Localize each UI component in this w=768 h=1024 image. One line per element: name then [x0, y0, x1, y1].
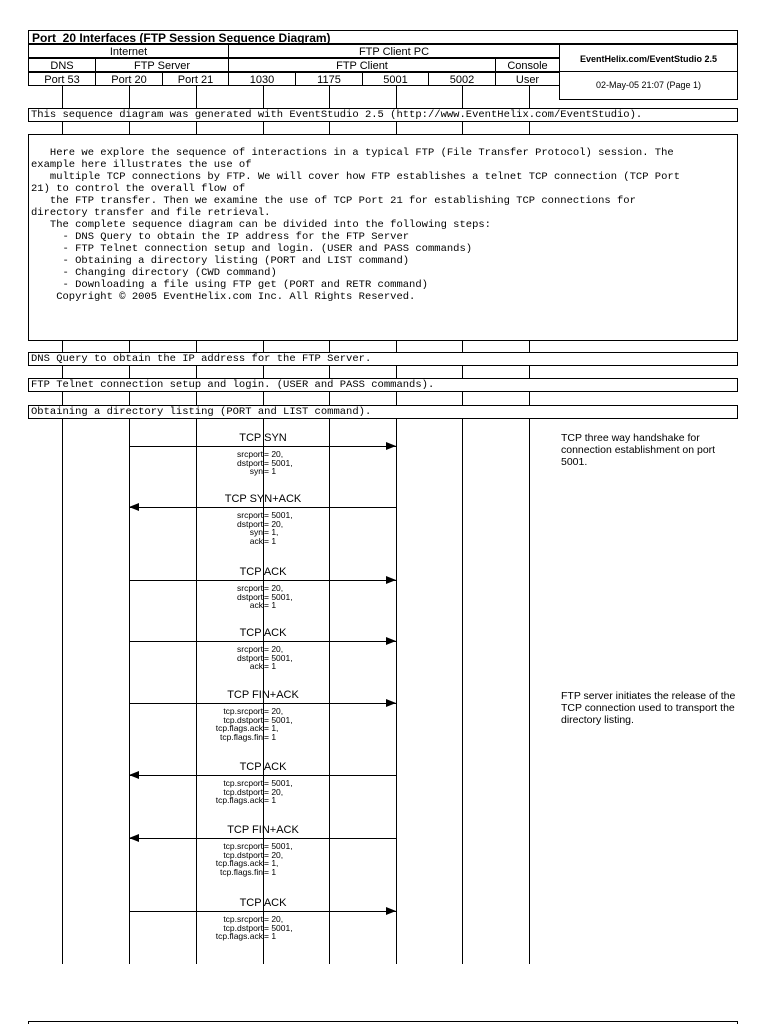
param-value: = 1 — [264, 931, 277, 941]
brand-label: EventHelix.com/EventStudio 2.5 — [559, 44, 738, 72]
param-value: = 1 — [264, 731, 277, 742]
arrowhead-right-icon — [386, 907, 396, 915]
arrowhead-left-icon — [129, 503, 139, 511]
lifeline-1 — [129, 419, 130, 964]
date-page-label: 02-May-05 21:07 (Page 1) — [559, 71, 738, 100]
param-key: tcp.dstport — [223, 849, 263, 860]
lifeline-4 — [329, 341, 330, 352]
param-value: = 1 — [264, 466, 277, 476]
param-value: = 20, — [264, 644, 284, 654]
lifeline-7 — [529, 341, 530, 352]
message-arrow-line — [129, 507, 396, 508]
lifeline-0 — [62, 419, 63, 964]
lifeline-5 — [396, 86, 397, 108]
lifeline-7 — [529, 419, 530, 964]
entity-dns: DNS — [28, 58, 96, 72]
param-key: tcp.flags.ack — [215, 723, 263, 733]
lifeline-4 — [329, 122, 330, 134]
param-value: = 20, — [264, 914, 284, 924]
param-value: = 5001, — [264, 652, 293, 663]
intro-line: - Changing directory (CWD command) — [31, 267, 277, 279]
message-arrow-line — [129, 775, 396, 776]
param-key: ack — [249, 661, 263, 671]
param-key: ack — [249, 600, 263, 610]
param-value: = 20, — [264, 849, 284, 860]
intro-line: example here illustrates the use of — [31, 159, 252, 171]
lifeline-4 — [329, 419, 330, 964]
section-telnet-text: FTP Telnet connection setup and login. (USER and PASS commands). — [31, 379, 435, 391]
intro-line: - FTP Telnet connection setup and login. (USER and PASS commands) — [31, 243, 473, 255]
lifeline-1 — [129, 366, 130, 378]
page-footer-rule — [28, 1021, 738, 1022]
entity-ftp-server: FTP Server — [95, 58, 229, 72]
lifeline-2 — [196, 122, 197, 134]
intro-line: the FTP transfer. Then we examine the use of TCP Port 21 for establishing TCP connections for — [31, 195, 636, 207]
param-key: tcp.dstport — [223, 922, 263, 933]
arrowhead-right-icon — [386, 637, 396, 645]
param-value: = 20, — [264, 706, 284, 716]
param-key: tcp.srcport — [223, 778, 263, 788]
param-key: tcp.flags.ack — [215, 931, 263, 941]
param-key: syn — [249, 527, 263, 537]
lifeline-2 — [196, 419, 197, 964]
lifeline-0 — [62, 341, 63, 352]
diagram-title: Port_20 Interfaces (FTP Session Sequence Diagram) — [28, 30, 738, 44]
lifeline-6 — [462, 366, 463, 378]
arrowhead-right-icon — [386, 576, 396, 584]
param-key: dstport — [237, 591, 263, 602]
actor-user: User — [495, 72, 560, 86]
param-value: = 5001, — [264, 922, 293, 933]
port-1030: 1030 — [228, 72, 296, 86]
generated-note — [28, 108, 738, 122]
param-value: = 5001, — [264, 591, 293, 602]
intro-line: multiple TCP connections by FTP. We will cover how FTP establishes a telnet TCP connection (TCP Port — [31, 171, 681, 183]
port-21: Port 21 — [162, 72, 229, 86]
param-value: = 20, — [264, 786, 284, 797]
message-label: TCP ACK — [239, 897, 287, 909]
param-key: dstport — [237, 652, 263, 663]
message-arrow-line — [129, 446, 396, 447]
lifeline-4 — [329, 392, 330, 405]
lifeline-5 — [396, 366, 397, 378]
message-arrow-line — [129, 580, 396, 581]
param-key: tcp.dstport — [223, 714, 263, 725]
lifeline-2 — [196, 366, 197, 378]
lifeline-6 — [462, 341, 463, 352]
param-key: tcp.flags.ack — [215, 795, 263, 805]
intro-line: Copyright © 2005 EventHelix.com Inc. All Rights Reserved. — [31, 291, 416, 303]
param-key: tcp.srcport — [223, 914, 263, 924]
lifeline-7 — [529, 122, 530, 134]
param-value: = 20, — [264, 583, 284, 593]
intro-line: directory transfer and file retrieval. — [31, 207, 271, 219]
port-53: Port 53 — [28, 72, 96, 86]
lifeline-7 — [529, 366, 530, 378]
section-directory-listing — [28, 405, 738, 419]
port-1175: 1175 — [295, 72, 363, 86]
param-value: = 1, — [264, 858, 279, 868]
param-value: = 1 — [264, 795, 277, 805]
intro-line: The complete sequence diagram can be divided into the following steps: — [31, 219, 491, 231]
group-ftp-client-pc: FTP Client PC — [228, 44, 560, 58]
arrowhead-right-icon — [386, 699, 396, 707]
lifeline-2 — [196, 86, 197, 108]
message-label: TCP ACK — [239, 761, 287, 773]
note-handshake: TCP three way handshake for connection establishment on port 5001. — [561, 432, 716, 468]
param-value: = 1 — [264, 661, 277, 671]
arrowhead-right-icon — [386, 442, 396, 450]
group-internet: Internet — [28, 44, 229, 58]
param-value: = 1 — [264, 866, 277, 877]
lifeline-1 — [129, 122, 130, 134]
param-key: srcport — [237, 583, 263, 593]
lifeline-3 — [263, 392, 264, 405]
param-key: tcp.srcport — [223, 841, 263, 851]
message-arrow-line — [129, 911, 396, 912]
port-5002: 5002 — [428, 72, 496, 86]
lifeline-2 — [196, 392, 197, 405]
param-key: tcp.srcport — [223, 706, 263, 716]
lifeline-0 — [62, 122, 63, 134]
param-key: tcp.flags.fin — [220, 866, 263, 877]
param-key: tcp.dstport — [223, 786, 263, 797]
message-arrow-line — [129, 641, 396, 642]
intro-note — [28, 134, 738, 341]
param-key: tcp.flags.fin — [220, 731, 263, 742]
param-value: = 5001, — [264, 841, 293, 851]
lifeline-0 — [62, 86, 63, 108]
lifeline-5 — [396, 392, 397, 405]
message-label: TCP FIN+ACK — [227, 824, 299, 836]
entity-console: Console — [495, 58, 560, 72]
section-telnet-setup — [28, 378, 738, 392]
lifeline-4 — [329, 366, 330, 378]
section-dns-text: DNS Query to obtain the IP address for the FTP Server. — [31, 353, 372, 365]
param-value: = 5001, — [264, 457, 293, 468]
param-value: = 1, — [264, 723, 279, 733]
message-arrow-line — [129, 838, 396, 839]
lifeline-3 — [263, 86, 264, 108]
lifeline-5 — [396, 419, 397, 964]
param-key: srcport — [237, 644, 263, 654]
lifeline-4 — [329, 86, 330, 108]
entity-ftp-client: FTP Client — [228, 58, 496, 72]
lifeline-6 — [462, 419, 463, 964]
param-value: = 5001, — [264, 510, 293, 520]
message-label: TCP FIN+ACK — [227, 689, 299, 701]
param-key: srcport — [237, 510, 263, 520]
arrowhead-left-icon — [129, 834, 139, 842]
section-dns-query — [28, 352, 738, 366]
param-key: dstport — [237, 457, 263, 468]
lifeline-3 — [263, 341, 264, 352]
intro-line: - Obtaining a directory listing (PORT and LIST command) — [31, 255, 410, 267]
lifeline-0 — [62, 392, 63, 405]
lifeline-7 — [529, 392, 530, 405]
param-value: = 1, — [264, 527, 279, 537]
lifeline-6 — [462, 122, 463, 134]
port-5001: 5001 — [362, 72, 429, 86]
param-value: = 5001, — [264, 778, 293, 788]
param-key: dstport — [237, 518, 263, 529]
param-value: = 1 — [264, 535, 277, 546]
arrowhead-left-icon — [129, 771, 139, 779]
intro-line: - Downloading a file using FTP get (PORT and RETR command) — [31, 279, 428, 291]
message-label: TCP ACK — [239, 566, 287, 578]
lifeline-1 — [129, 392, 130, 405]
message-arrow-line — [129, 703, 396, 704]
section-listing-text: Obtaining a directory listing (PORT and LIST command). — [31, 406, 372, 418]
param-key: srcport — [237, 449, 263, 459]
param-value: = 5001, — [264, 714, 293, 725]
lifeline-3 — [263, 366, 264, 378]
lifeline-3 — [263, 122, 264, 134]
message-label: TCP SYN — [239, 432, 287, 444]
param-value: = 1 — [264, 600, 277, 610]
lifeline-1 — [129, 86, 130, 108]
intro-line: Here we explore the sequence of interactions in a typical FTP (File Transfer Protocol) session. The — [31, 147, 674, 159]
lifeline-1 — [129, 341, 130, 352]
message-label: TCP ACK — [239, 627, 287, 639]
param-value: = 20, — [264, 449, 284, 459]
intro-line: 21) to control the overall flow of — [31, 183, 246, 195]
message-label: TCP SYN+ACK — [224, 493, 302, 505]
lifeline-5 — [396, 341, 397, 352]
param-key: tcp.flags.ack — [215, 858, 263, 868]
note-release: FTP server initiates the release of the TCP connection used to transport the directory listing. — [561, 690, 736, 726]
param-key: ack — [249, 535, 263, 546]
param-value: = 20, — [264, 518, 284, 529]
generated-text: This sequence diagram was generated with EventStudio 2.5 (http://www.EventHelix.com/EventStudio). — [31, 109, 643, 121]
lifeline-7 — [529, 86, 530, 108]
port-20: Port 20 — [95, 72, 163, 86]
lifeline-2 — [196, 341, 197, 352]
intro-line: - DNS Query to obtain the IP address for the FTP Server — [31, 231, 410, 243]
lifeline-6 — [462, 392, 463, 405]
lifeline-0 — [62, 366, 63, 378]
lifeline-5 — [396, 122, 397, 134]
param-key: syn — [249, 466, 263, 476]
lifeline-6 — [462, 86, 463, 108]
